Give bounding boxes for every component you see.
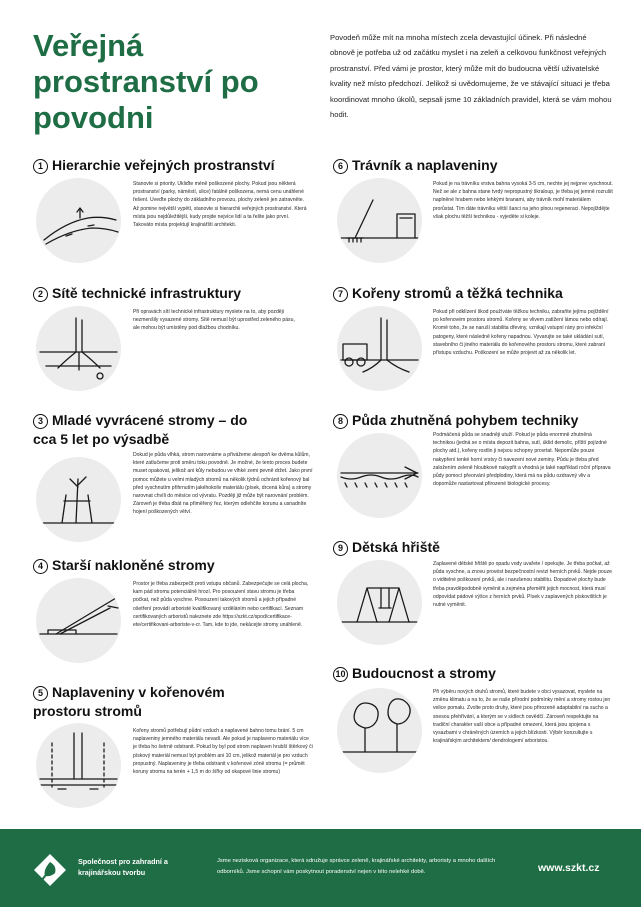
future-trees-sketch-icon [337, 688, 422, 773]
section-title: 5 Naplaveniny v kořenovém prostoru stromů [33, 684, 225, 719]
compacted-soil-sketch-icon [337, 433, 422, 518]
section-title: 4 Starší nakloněné stromy [33, 556, 333, 575]
section-text: Zaplavené dětské hřiště po opadu vody uvařete / opekujte. Je třeba počkat, až půda vyschne, a znovu provést bezpečnostní revizi herních prvků. Nejde pouze o viditelné poškození prvků, ale i narušenou stabilitu. Dopadové plochy bude třeba pravděpodobně vyměnit a zejména přeměřit jejich mocnost, která musí odpovídat pádové výšce z herních prvků. Písek v zaplavených pískovištích je nutné vyměnit. [433, 561, 612, 609]
section-4 [33, 556, 333, 681]
section-9 [333, 538, 633, 663]
machinery-roots-sketch-icon [337, 306, 422, 391]
section-2 [33, 284, 333, 394]
rake-lawn-sketch-icon [337, 178, 422, 263]
section-5 [33, 683, 333, 818]
section-7 [333, 284, 633, 404]
section-text: Stanovte si priority. Ukliďte méně poškozené plochy. Pokud jsou některá prostranství (parky, náměstí, ulice) fatálně poškozena, nemá cenu unáhlené řešení. Uveďte plochy do základního provozu, plochy zeleně jen zatravněte. Až pomine největší vypětí, stanovte si hierarchii veřejných prostranství. Která místa jsou nejdůležitější, kudy projde nejvíce lidí a ta řešte jako první. Takováto místa projektují krajinářští architekti. [133, 181, 307, 229]
szkt-logo-icon [33, 853, 67, 887]
section-text: Dokud je půda vlhká, strom narovnáme a přivážeme alespoň ke dvěma kůlům, které zatlučeme proti směru toku povodně. Je možné, že tento proces budete muset opakovat, jelikož ani kůly nebudou ve vlhké zemi pevně držet. Jako první pomoc můžete u velmi mladých stromů na několik týdnů ochránit kořenový bal před vyschnutím přihrnutím jakéhokoliv materiálu (písek, drcená kůra) a stromy narovnat chvíli do měsíce od vývratu. Později již může být narovnání problém. Zároveň je třeba dbát na přiměřený řez, kterým odlehčíte korunu a usnadníte hojení poškozených větví. [133, 452, 313, 516]
leaning-tree-sketch-icon [36, 578, 121, 663]
section-text: Kořeny stromů potřebují půdní vzduch a naplavené bahno tomu brání. 5 cm naplaveniny jemného materiálu nevadí. Ale pokud je naplaveno materiálu více je třeba ho šetrně odstranit. Pokud by byl pod strom naplaven hrubší štěrkový či pískový materiál nemusí být problém ani 10 cm, jelikož materiál je pro vzduch propustný. Naplaveniny je třeba odstranit v kořenové zóně stromu (= průmět koruny stromu na terén + 1,5 m do šířky od okapové linie stromu) [133, 728, 313, 776]
section-title: 8 Půda zhutněná pohybem techniky [333, 411, 633, 430]
section-number: 10 [333, 667, 348, 682]
section-6 [333, 156, 633, 281]
organization-name: Společnost pro zahradní a krajinářskou tvorbu [78, 857, 168, 877]
section-text: Při opravách sítí technické infrastruktury myslete na to, aby později nezmenšily vysazené stromy. Sítě nemusí být uprostřed zeleného pásu, ale mohou být umístěny pod dlažbou chodníku. [133, 309, 295, 332]
website-link[interactable]: www.szkt.cz [538, 862, 600, 874]
section-title: 1 Hierarchie veřejných prostranství [33, 156, 333, 175]
section-text: Pokud při odklízení škod používáte těžkou techniku, zabraňte jejímu pojíždění po kořenovém prostoru stromů. Kořeny se vlivem zatížení lámou nebo odírají. Kromě toho, že se naruší stabilita dřeviny, vznikají vstupní rány pro infekční patogeny, které následně kořeny napadnou. Vyvarujte se také ukládání sutí, stavebního či jiného materiálu do kořenového prostoru stromu, které zabraní přístupu vzduchu. Poškození se může projevit až za několik let. [433, 309, 609, 357]
section-number: 1 [33, 159, 48, 174]
section-text: Při výběru nových druhů stromů, které budete v obci vysazovat, myslete na změnu klimatu a na to, že se naše přírodní podmínky mění a stromy rostou jen velice pomalu. Zvolte proto druhy, které jsou přirozeně adaptabilní na sucho a snesou přehřívání, a kterým se v sídlech osvědčí. Zároveň respektujte na tradiční charakter vaší obce a případné omezení, která jsou spojena s vysazbami v chráněných územích a jejich blízkosti. Výběr konzultujte s krajinářským architektem/ dendrologem/ arboristou. [433, 689, 611, 745]
section-title: 6 Trávník a naplaveniny [333, 156, 633, 175]
hillside-sketch-icon [36, 178, 121, 263]
section-number: 9 [333, 541, 348, 556]
section-number: 4 [33, 559, 48, 574]
section-number: 5 [33, 686, 48, 701]
staked-sapling-sketch-icon [36, 457, 121, 542]
section-text: Prostor je třeba zabezpečit proti vstupu občanů. Zabezpečujte se celá plocha, kam pád stromu potenciálně hrozí. Pro posouzení stavu stromu je třeba počkat, než půda vyschne. Posouzení takových stromů a jejich případné ošetření provádí arboristé kvalifikovaný vzděláním nebo certifikací. Seznam certifikovaných arboristů naleznete zde https://szkt.cz/spod/certifikace-ete/certifikovani-arboriste-v-cr. Tam, kde to jde, nekácejte stromy unáhleně. [133, 581, 309, 629]
page-title: Veřejná prostranství po povodni [33, 28, 259, 135]
section-title: 3 Mladé vyvrácené stromy – do cca 5 let po výsadbě [33, 412, 248, 447]
section-3 [33, 411, 333, 551]
section-number: 8 [333, 414, 348, 429]
section-text: Podmáčená půda se snadněji utuží. Pokud je půda enormně zhutněná technikou (jedná se o místa depozit bahna, sutí, úklid demolic, příští pojízdné plochy atd.), kořeny rostlin ji nejsou schopny provrtat. Nepomůže pouze nakypření tenké horní vrstvy či navezení nové zeminy. Půdu je třeba před založením zeleně hloubkově nakypřit a vhodná je také například roční příprava půdy pomocí přeorvání předplodiny, která má na půdu ozdravný vliv a dopomůže nastartovat přirozené biologické procesy. [433, 432, 611, 488]
section-number: 3 [33, 414, 48, 429]
section-number: 7 [333, 287, 348, 302]
section-title: 7 Kořeny stromů a těžká technika [333, 284, 633, 303]
section-title: 9 Dětská hřiště [333, 538, 633, 557]
section-1 [33, 156, 333, 281]
organization-description: Jsme nezisková organizace, která sdružuje správce zeleně, krajinářské architekty, arboristy a mnoho dalších odborníků. Jsme schopní vám poskytnout poradenství nejen v této nelehké době. [217, 858, 496, 875]
section-number: 6 [333, 159, 348, 174]
section-8 [333, 411, 633, 536]
section-10 [333, 664, 633, 804]
footer [0, 829, 641, 907]
section-number: 2 [33, 287, 48, 302]
section-title: 2 Sítě technické infrastruktury [33, 284, 333, 303]
section-title: 10 Budoucnost a stromy [333, 664, 633, 683]
playground-sketch-icon [337, 560, 422, 645]
section-text: Pokud je na trávníku vrstva bahna vysoká 3-5 cm, nechte jej nejprve vyschnout. Než se ale z bahna stane tvrdý nepropustný škraloup, je třeba jej jemně rozrušit naplněné hrabem nebo lehkými branami, aby trávník mohl materiálem prorůstat. Tím dáte trávníku větší šanci na jeho plnou regeneraci. Nepojíždějte však plochu těžší technikou - vyjeděte si koleje. [433, 181, 613, 220]
tree-roots-sketch-icon [36, 306, 121, 391]
intro-paragraph: Povodeň může mít na mnoha místech zcela devastující účinek. Při následné obnově je potřeba už od začátku myslet i na zeleň a celkovou funkčnost veřejných prostranství. Před vámi je prostor, který může mít do budoucna větší uživatelské kvality než místo předchozí. Jelikož si uvědomujeme, že ve stávající situaci je třeba koordinovat mnoho úkolů, sepsali jsme 10 základních pravidel, která se vám mohou hodit. [330, 33, 612, 120]
trunk-sediment-sketch-icon [36, 723, 121, 808]
